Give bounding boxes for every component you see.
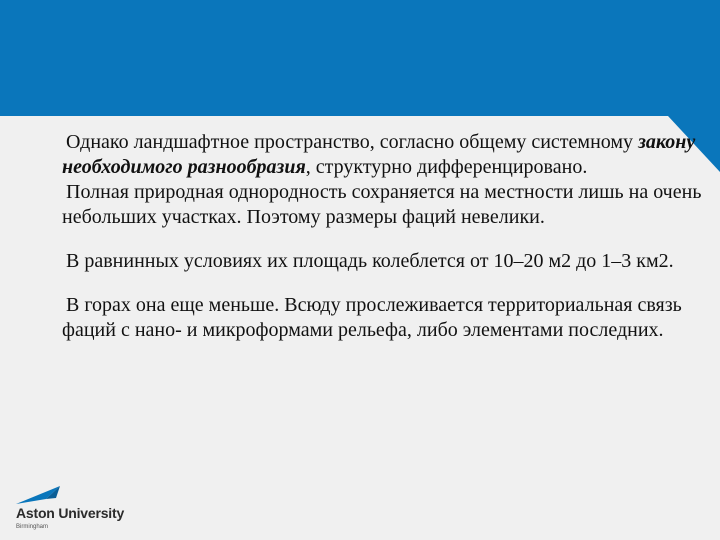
paragraph-4-text: В горах она еще меньше. Всюду прослеживается территориальная связь фаций с нано- и микроформами рельефа, либо элементами последних. [62, 294, 682, 341]
logo-swoosh-icon [16, 486, 62, 506]
slide-body [62, 130, 702, 343]
paragraph-2 [62, 180, 702, 230]
logo-subtitle: Birmingham [16, 524, 49, 530]
paragraph-2-text: Полная природная однородность сохраняется на местности лишь на очень небольших участках. Поэтому размеры фаций невелики. [62, 181, 702, 228]
paragraph-1 [62, 130, 702, 180]
paragraph-3-text: В равнинных условиях их площадь колеблется от 10–20 м2 до 1–3 км2. [66, 250, 674, 272]
paragraph-1-emphasis: закону необходимого разнообразия [62, 131, 696, 178]
paragraph-4 [62, 293, 702, 343]
paragraph-1-text-start: Однако ландшафтное пространство, согласно общему системному [66, 131, 639, 153]
header-band [0, 0, 720, 116]
paragraph-1-text-end: , структурно дифференцировано. [305, 156, 588, 178]
paragraph-3 [62, 249, 702, 274]
logo-name: Aston University [16, 505, 125, 521]
aston-university-logo [14, 486, 134, 532]
